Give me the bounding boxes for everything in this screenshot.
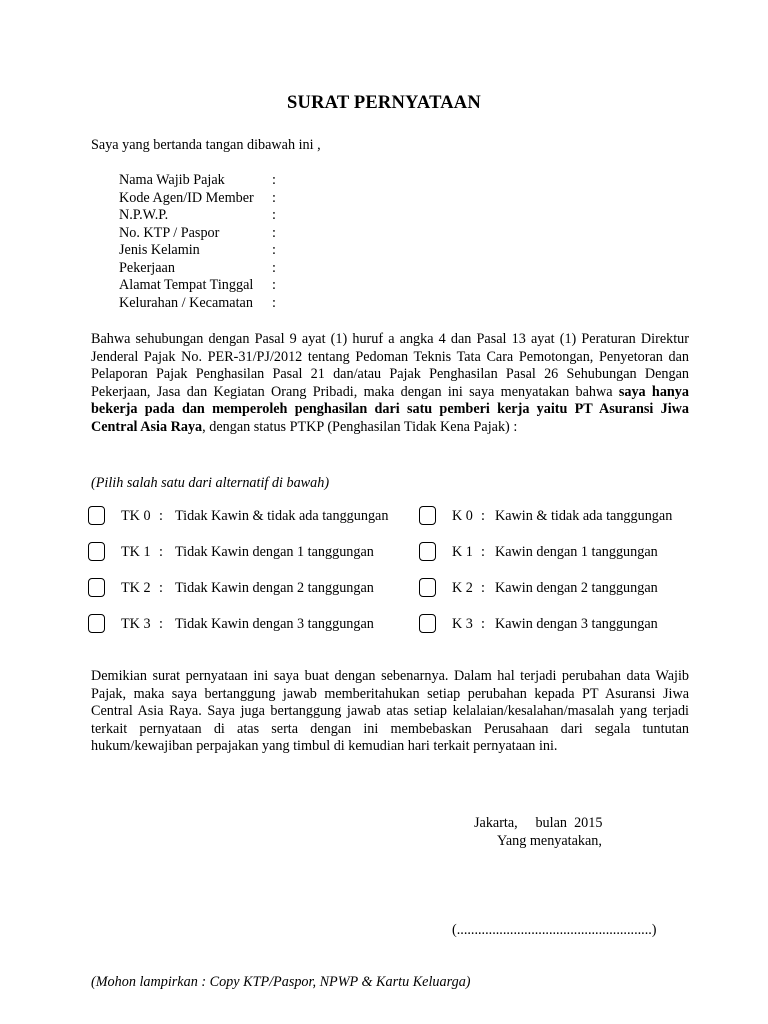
option-separator: :	[159, 507, 163, 524]
option-text: Kawin dengan 1 tanggungan	[495, 543, 658, 560]
option-text: Kawin dengan 3 tanggungan	[495, 615, 658, 632]
field-separator: :	[272, 189, 276, 206]
option-separator: :	[159, 543, 163, 560]
option-code: K 3	[452, 615, 473, 632]
option-text: Tidak Kawin dengan 3 tanggungan	[175, 615, 374, 632]
closing-paragraph: Demikian surat pernyataan ini saya buat dengan sebenarnya. Dalam hal terjadi perubahan data Wajib Pajak, maka saya bertanggung jawab memberitahukan setiap perubahan kepada PT Asuransi Jiwa Central Asia Raya. Saya juga bertanggung jawab atas setiap kelalaian/kesalahan/masalah yang terjadi terkait pernyataan di atas serta dengan ini membebaskan Perusahaan dari segala tuntutan hukum/kewajiban perpajakan yang timbul di kemudian hari terkait pernyataan ini.	[91, 668, 689, 755]
field-separator: :	[272, 172, 276, 188]
option-separator: :	[481, 507, 485, 524]
option-code: TK 1	[121, 543, 151, 560]
signer-label: Yang menyatakan,	[497, 833, 602, 849]
field-separator: :	[272, 207, 276, 223]
option-separator: :	[481, 615, 485, 632]
option-code: TK 3	[121, 615, 151, 632]
intro-text: Saya yang bertanda tangan dibawah ini ,	[91, 137, 321, 153]
option-separator: :	[481, 543, 485, 560]
checkbox[interactable]	[419, 542, 436, 561]
checkbox[interactable]	[419, 506, 436, 525]
option-k1[interactable]	[419, 542, 658, 561]
field-alamat	[119, 276, 276, 294]
field-pekerjaan	[119, 259, 276, 277]
field-label: No. KTP / Paspor	[119, 224, 220, 241]
option-text: Tidak Kawin dengan 2 tanggungan	[175, 579, 374, 596]
option-code: K 0	[452, 507, 473, 524]
field-label: Nama Wajib Pajak	[119, 172, 225, 188]
field-separator: :	[272, 242, 276, 258]
option-tk3[interactable]	[88, 614, 374, 633]
option-separator: :	[159, 615, 163, 632]
checkbox[interactable]	[88, 542, 105, 561]
option-code: TK 2	[121, 579, 151, 596]
option-code: TK 0	[121, 507, 151, 524]
field-jenis-kelamin	[119, 241, 276, 259]
option-code: K 1	[452, 543, 473, 560]
option-code: K 2	[452, 579, 473, 596]
document-title: SURAT PERNYATAAN	[287, 93, 481, 113]
option-text: Kawin dengan 2 tanggungan	[495, 579, 658, 596]
place-date: Jakarta, bulan 2015	[474, 815, 603, 831]
field-label: N.P.W.P.	[119, 207, 169, 223]
option-tk0[interactable]	[88, 506, 388, 525]
statement-emphasis: saya hanya bekerja pada dan memperoleh penghasilan dari satu pemberi kerja yaitu PT Asuransi Jiwa Central Asia Raya	[91, 383, 689, 435]
field-ktp-paspor	[119, 224, 276, 242]
option-tk1[interactable]	[88, 542, 374, 561]
field-kode-agen	[119, 189, 276, 207]
checkbox[interactable]	[88, 578, 105, 597]
checkbox[interactable]	[419, 578, 436, 597]
statement-paragraph	[91, 331, 689, 437]
field-label: Pekerjaan	[119, 259, 175, 276]
option-text: Kawin & tidak ada tanggungan	[495, 507, 673, 524]
option-k0[interactable]	[419, 506, 672, 525]
choice-instruction: (Pilih salah satu dari alternatif di bawah)	[91, 475, 330, 491]
field-npwp	[119, 206, 276, 224]
option-separator: :	[481, 579, 485, 596]
field-label: Alamat Tempat Tinggal	[119, 277, 254, 293]
option-separator: :	[159, 579, 163, 596]
field-separator: :	[272, 294, 276, 311]
field-separator: :	[272, 224, 276, 241]
field-label: Kelurahan / Kecamatan	[119, 294, 253, 311]
option-text: Tidak Kawin & tidak ada tanggungan	[175, 507, 389, 524]
field-label: Jenis Kelamin	[119, 242, 200, 258]
option-k2[interactable]	[419, 578, 658, 597]
option-tk2[interactable]	[88, 578, 374, 597]
statement-text-end: , dengan status PTKP (Penghasilan Tidak Kena Pajak) :	[202, 418, 518, 435]
field-nama-wajib-pajak	[119, 171, 276, 189]
checkbox[interactable]	[88, 614, 105, 633]
checkbox[interactable]	[88, 506, 105, 525]
field-separator: :	[272, 259, 276, 276]
checkbox[interactable]	[419, 614, 436, 633]
field-separator: :	[272, 277, 276, 293]
field-label: Kode Agen/ID Member	[119, 189, 254, 206]
attachment-note: (Mohon lampirkan : Copy KTP/Paspor, NPWP & Kartu Keluarga)	[91, 974, 471, 990]
signature-line: (.......................................................)	[452, 922, 657, 938]
field-kelurahan-kecamatan	[119, 294, 276, 312]
option-text: Tidak Kawin dengan 1 tanggungan	[175, 543, 374, 560]
option-k3[interactable]	[419, 614, 658, 633]
statement-text: Bahwa sehubungan dengan Pasal 9 ayat (1) huruf a angka 4 dan Pasal 13 ayat (1) Peraturan Direktur Jenderal Pajak No. PER-31/PJ/2012 tentang Pedoman Teknis Tata Cara Pemotongan, Penyetoran dan Pelaporan Pajak Penghasilan Pasal 21 dan/atau Pajak Penghasilan Pasal 26 Sehubungan Dengan Pekerjaan, Jasa dan Kegiatan Orang Pribadi, maka dengan ini saya menyatakan bahwa	[91, 331, 689, 400]
identity-fields	[119, 171, 276, 311]
